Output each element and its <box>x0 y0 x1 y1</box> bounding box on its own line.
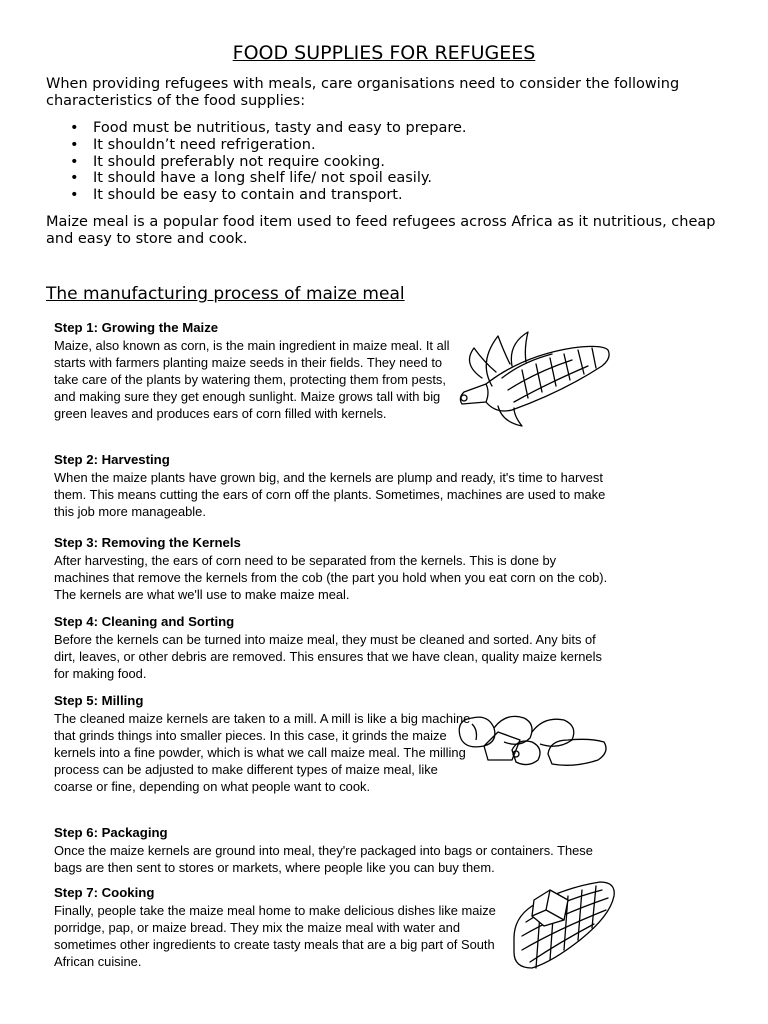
step-title: Step 6: Packaging <box>54 825 168 840</box>
step-1 <box>54 319 464 422</box>
step-body: Maize, also known as corn, is the main ingredient in maize meal. It all starts with farmers planting maize seeds in their fields. They need to take care of the plants by watering them, protecting them from pests, and making sure they get enough sunlight. Maize grows tall with big green leaves and produces ears of corn filled with kernels. <box>54 338 450 421</box>
step-7 <box>54 884 510 970</box>
maize-kernels-icon <box>454 710 610 770</box>
corn-cob-icon <box>452 326 614 432</box>
step-body: Once the maize kernels are ground into meal, they're packaged into bags or containers. These bags are then sent to stores or markets, where people like you can buy them. <box>54 843 593 875</box>
list-item: • It should have a long shelf life/ not spoil easily. <box>46 170 706 187</box>
step-5 <box>54 692 479 795</box>
step-6 <box>54 824 610 876</box>
step-3 <box>54 534 610 603</box>
step-body: When the maize plants have grown big, and the kernels are plump and ready, it's time to harvest them. This means cutting the ears of corn off the plants. Sometimes, machines are used to make this job more manageable. <box>54 470 606 519</box>
intro-paragraph: When providing refugees with meals, care organisations need to consider the following characteristics of the food supplies: <box>46 76 680 109</box>
list-item: • Food must be nutritious, tasty and easy to prepare. <box>46 120 706 137</box>
step-body: After harvesting, the ears of corn need to be separated from the kernels. This is done by machines that remove the kernels from the cob (the part you hold when you eat corn on the cob). The kernels are what we'll use to make maize meal. <box>54 553 608 602</box>
step-title: Step 1: Growing the Maize <box>54 320 219 335</box>
step-title: Step 2: Harvesting <box>54 452 170 467</box>
step-body: Before the kernels can be turned into maize meal, they must be cleaned and sorted. Any bits of dirt, leaves, or other debris are removed. This ensures that we have clean, quality maize kernels for making food. <box>54 632 602 681</box>
section-heading: The manufacturing process of maize meal <box>46 284 405 304</box>
step-title: Step 4: Cleaning and Sorting <box>54 614 235 629</box>
requirements-list <box>46 120 706 204</box>
list-item: • It shouldn’t need refrigeration. <box>46 137 706 154</box>
list-item: • It should be easy to contain and transport. <box>46 187 706 204</box>
page-title: FOOD SUPPLIES FOR REFUGEES <box>232 42 536 64</box>
maize-meal-paragraph: Maize meal is a popular food item used to feed refugees across Africa as it nutritious, cheap and easy to store and cook. <box>46 214 716 247</box>
step-body: The cleaned maize kernels are taken to a mill. A mill is like a big machine that grinds things into smaller pieces. In this case, it grinds the maize kernels into a fine powder, which is what we call maize meal. The milling process can be adjusted to make different types of maize meal, like coarse or fine, depending on what people want to cook. <box>54 711 471 794</box>
process-steps-panel <box>46 312 618 978</box>
list-item: • It should preferably not require cooking. <box>46 154 706 171</box>
corn-cob-cooked-icon <box>506 878 618 976</box>
step-title: Step 5: Milling <box>54 693 144 708</box>
step-2 <box>54 451 610 520</box>
step-4 <box>54 613 610 682</box>
step-title: Step 7: Cooking <box>54 885 155 900</box>
step-body: Finally, people take the maize meal home to make delicious dishes like maize porridge, pap, or maize bread. They mix the maize meal with water and sometimes other ingredients to create tasty meals that are a big part of South African cuisine. <box>54 903 496 969</box>
step-title: Step 3: Removing the Kernels <box>54 535 241 550</box>
